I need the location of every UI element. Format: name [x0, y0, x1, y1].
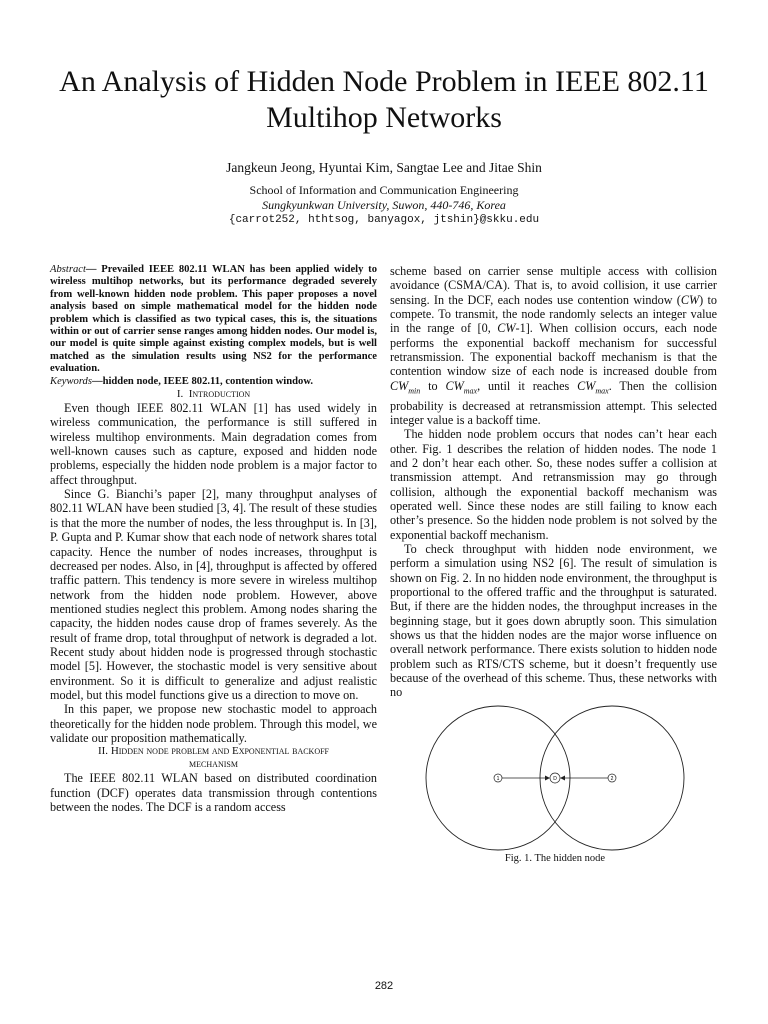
- arrow-left-icon: [545, 776, 550, 781]
- math-cw: CW: [497, 321, 516, 336]
- author-list: Jangkeun Jeong, Hyuntai Kim, Sangtae Lee and Jitae Shin: [226, 160, 542, 175]
- text-run: ) to compete. To transmit, the node randomly selects an integer value in the range of [0,: [390, 292, 717, 336]
- abstract: [50, 264, 377, 376]
- right-paragraph-2: The hidden node problem occurs that nodes can’t hear each other. Fig. 1 describes the relation of hidden nodes. The node 1 and 2 don’t hear each other. So, these nodes suffer a collision at transmission attempt. And retransmission may go through collision, although the exponential backoff mechanism was operated well. Since these nodes are still failing to know each other’s presence. So the hidden node problem is not solved by the exponential backoff mechanism.: [390, 427, 717, 542]
- right-paragraph-1: [390, 264, 717, 427]
- affiliation-school: School of Information and Communication Engineering: [249, 183, 519, 197]
- arrow-right-icon: [560, 776, 565, 781]
- section-2-title-line2: mechanism: [189, 758, 238, 771]
- math-cwmax: $CW_{max}$: [577, 378, 609, 396]
- abstract-label: Abstract: [50, 264, 86, 275]
- section-2-title-line1: Hidden node problem and Exponential backoff: [110, 745, 330, 758]
- section-1-title: Introduction: [188, 388, 251, 401]
- section-1-paragraph: In this paper, we propose new stochastic model to approach theoretically for the hidden node problem. Through this model, we validate our proposition mathematically.: [50, 702, 377, 745]
- abstract-text: — Prevailed IEEE 802.11 WLAN has been applied widely to wireless multihop networks, but its performance degraded severely from well-known hidden node problem. This paper proposes a novel analysis based on simple mathematical model for the hidden node problem which is classified as two typical cases, this is, the situations within or out of carrier sense ranges among hidden nodes. Our model is, our model is quite simple against existing complex models, but is well matched as the simulation results using NS2 for the performance evaluation.: [50, 264, 377, 375]
- page-number: 282: [374, 980, 394, 992]
- text-run: -1]. When collision occurs, each node performs the exponential backoff mechanism for successful retransmission. The exponential backoff mechanism is that the contention window size of each node is increased double from: [390, 321, 717, 379]
- math-cwmin: $CW_{min}$: [390, 378, 421, 396]
- node-destination-label: D: [553, 776, 557, 782]
- text-run: to: [420, 378, 446, 393]
- section-1-paragraph: Even though IEEE 802.11 WLAN [1] has used widely in wireless communication, the performance is still suffered in wireless multihop environments. Main degradation comes from well-known causes such as capture, exposed and hidden node problems, especially the hidden node problem is a major factor to affect throughput.: [50, 401, 377, 487]
- figure-hidden-node: [415, 705, 695, 870]
- text-run: scheme based on carrier sense multiple access with collision avoidance (CSMA/CA). That is, to avoid collision, it use carrier sensing. In the DCF, each nodes use contention window (: [390, 264, 717, 307]
- keywords: [50, 376, 377, 388]
- keywords-text: —hidden node, IEEE 802.11, contention window.: [91, 375, 314, 387]
- paper-title: An Analysis of Hidden Node Problem in IEEE 802.11 Multihop Networks: [59, 65, 709, 134]
- keywords-label: Keywords: [50, 375, 92, 387]
- text-run: . Then the collision probability is decreased at retransmission attempt. This selected integer value is a backoff time.: [390, 378, 717, 427]
- math-cw: CW: [680, 292, 700, 307]
- figure-caption: Fig. 1. The hidden node: [504, 853, 606, 864]
- section-2-heading: [50, 745, 377, 771]
- node-1-label: 1: [496, 776, 500, 782]
- right-column: [390, 264, 717, 700]
- math-cwmax: $CW_{max}$: [445, 378, 478, 396]
- section-1-heading: [50, 388, 377, 401]
- section-2-number: II.: [97, 745, 109, 758]
- affiliation-email: {carrot252, hthtsog, banyagox, jtshin}@skku.edu: [228, 214, 540, 226]
- affiliation-block: [0, 183, 768, 228]
- left-column: [50, 264, 377, 814]
- hidden-node-diagram: [415, 705, 695, 855]
- affiliation-university: Sungkyunkwan University, Suwon, 440-746, Korea: [262, 198, 506, 212]
- section-1-number: I.: [176, 388, 184, 401]
- node-2-label: 2: [610, 776, 614, 782]
- section-1-paragraph: Since G. Bianchi’s paper [2], many throughput analyses of 802.11 WLAN have been studied [3, 4]. The result of these studies is that the more the number of nodes, the less throughput is. In [3], P. Gupta and P. Kumar show that each node of network shares total capacity. Hence the number of nodes increases, throughput is decreased per nodes. Also, in [4], throughput is affected by offered traffic pattern. This tendency is more severe in wireless multihop network from the hidden node problem. However, above mentioned studies neglect this problem. Among nodes sharing the capacity, the hidden nodes cause drop of frames severely. As the result of frame drop, total throughput of network is degraded a lot. Recent study about hidden node is progressed through stochastic model [5]. However, the stochastic model is very sensitive about environment. So it is difficult to generalize and adjust realistic model, but this model functions give us a direction to move on.: [50, 487, 377, 702]
- text-run: , until it reaches: [477, 378, 578, 393]
- section-2-paragraph: The IEEE 802.11 WLAN based on distributed coordination function (DCF) operates data transmission through contentions between the nodes. The DCF is a random access: [50, 771, 377, 814]
- right-paragraph-3: To check throughput with hidden node environment, we perform a simulation using NS2 [6]. The result of simulation is shown on Fig. 2. In no hidden node environment, the throughput is proportional to the offered traffic and the throughput is saturated. But, if there are the hidden nodes, the throughput increases in the beginning stage, but it goes down abruptly soon. This simulation shows us that the hidden nodes are the major worse influence on overall network performance. There exists solution to hidden node problem such as RTS/CTS scheme, but it doesn’t frequently use because of the overhead of this scheme. Thus, these networks with no: [390, 541, 717, 700]
